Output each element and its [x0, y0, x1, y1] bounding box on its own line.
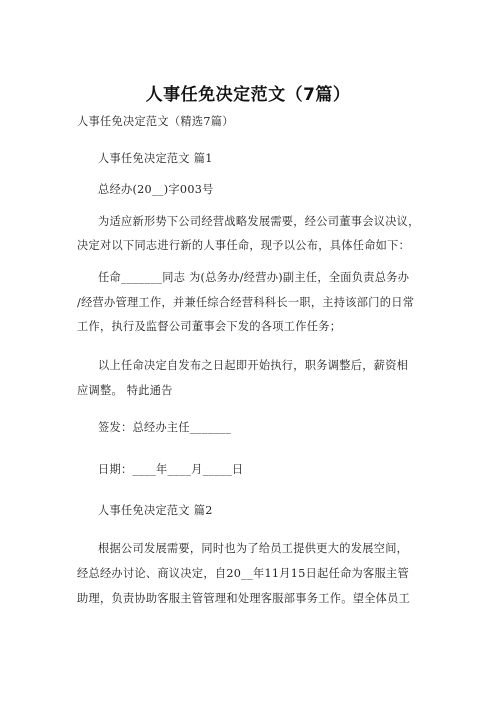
paragraph-line: 经总经办讨论、商议决定，自20__年11月15日起任命为客服主管	[77, 567, 409, 580]
signature-line: 签发：总经办主任_______	[98, 421, 232, 434]
paragraph-line: 为适应新形势下公司经营战略发展需要，经公司董事会议决议，	[98, 215, 420, 228]
paragraph-line: 助理，负责协助客服主管管理和处理客服部事务工作。望全体员工	[77, 592, 411, 605]
date-line: 日期：____年____月_____日	[98, 463, 244, 476]
paragraph-line: 根据公司发展需要，同时也为了给员工提供更大的发展空间，	[98, 542, 409, 555]
paragraph-line: 应调整。 特此通告	[77, 384, 173, 397]
paragraph-line: 工作，执行及监督公司董事会下发的各项工作任务；	[77, 320, 342, 333]
document-title: 人事任免决定范文（7篇）	[145, 85, 351, 105]
paragraph-line: /经营办管理工作，并兼任综合经营科科长一职，主持该部门的日常	[77, 296, 415, 309]
paragraph-line: 任命_______同志 为(总务办/经营办)副主任，全面负责总务办	[98, 271, 410, 284]
document-number: 总经办(20__)字003号	[98, 183, 214, 196]
section2-heading: 人事任免决定范文 篇2	[98, 504, 213, 517]
paragraph-line: 决定对以下同志进行新的人事任命，现予以公布，具体任命如下：	[77, 239, 411, 252]
section1-heading: 人事任免决定范文 篇1	[98, 152, 213, 165]
paragraph-line: 以上任命决定自发布之日起即开始执行，职务调整后，薪资相	[98, 359, 409, 372]
document-subtitle: 人事任免决定范文（精选7篇）	[77, 115, 234, 128]
